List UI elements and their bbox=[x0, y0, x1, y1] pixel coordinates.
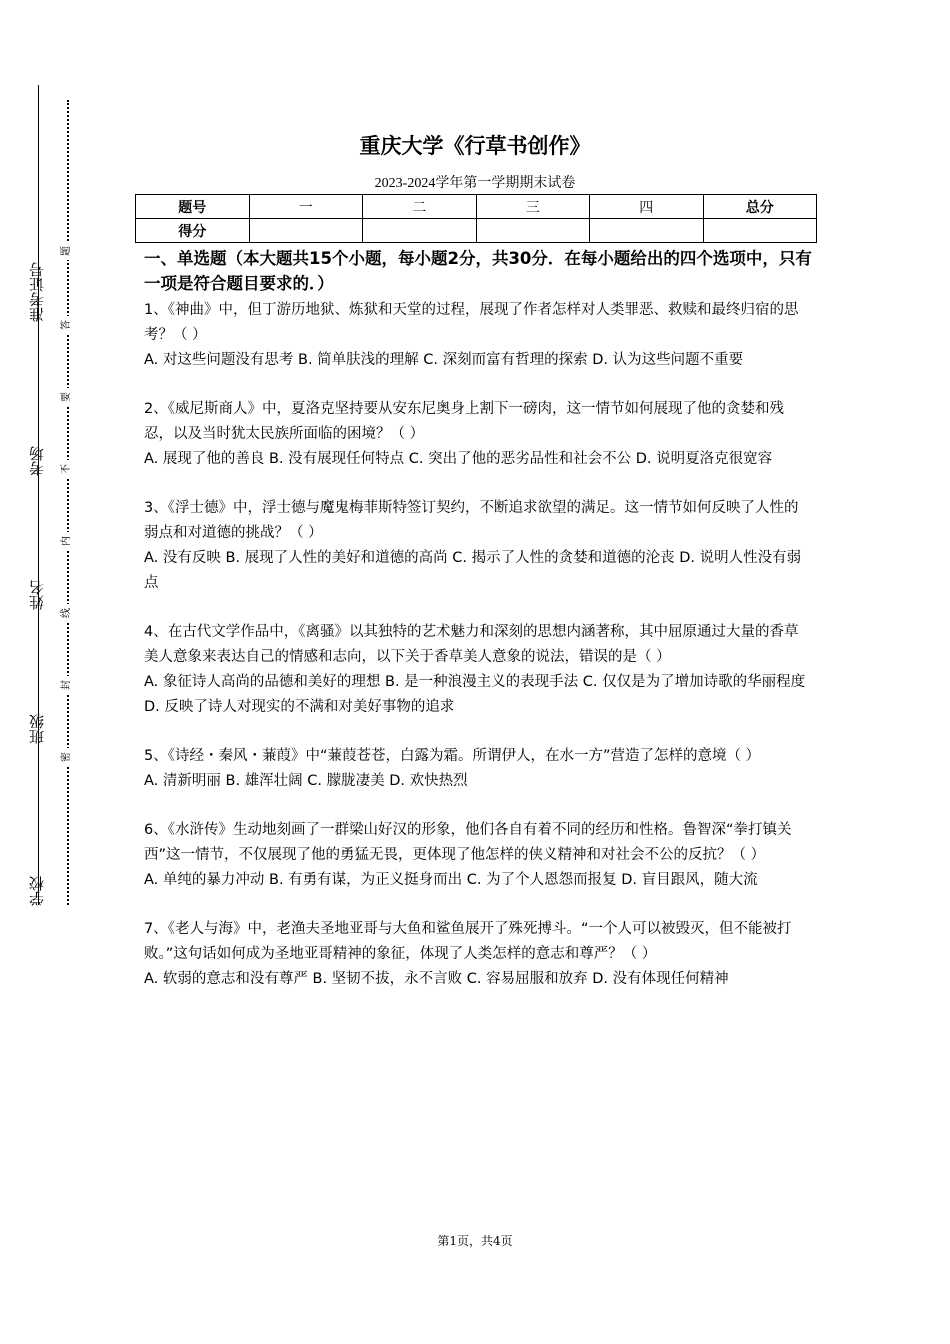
question-item bbox=[144, 496, 812, 596]
score-table bbox=[135, 194, 817, 243]
exam-subtitle: 2023-2024学年第一学期期末试卷 bbox=[374, 176, 576, 191]
score-cell: 总分 bbox=[703, 195, 817, 219]
question-options: A. 软弱的意志和没有尊严 B. 坚韧不拔，永不言败 C. 容易屈服和放弃 D. 没有体现任何精神 bbox=[144, 971, 729, 987]
field-exam-id: 准考证号 bbox=[28, 262, 46, 322]
score-cell: 二 bbox=[363, 195, 477, 219]
page-number: 第1页，共4页 bbox=[437, 1234, 513, 1248]
seal-char: 答 bbox=[60, 316, 74, 334]
score-input-cell[interactable] bbox=[249, 219, 363, 243]
question-options: A. 对这些问题没有思考 B. 简单肤浅的理解 C. 深刻而富有哲理的探索 D. 认为这些问题不重要 bbox=[144, 352, 744, 368]
field-exam-room: 考场 bbox=[28, 446, 46, 476]
score-cell: 四 bbox=[590, 195, 704, 219]
exam-title: 重庆大学《行草书创作》 bbox=[359, 134, 591, 158]
score-input-cell[interactable] bbox=[476, 219, 590, 243]
question-stem: 1、《神曲》中，但丁游历地狱、炼狱和天堂的过程，展现了作者怎样对人类罪恶、救赎和最终归宿的思考？（ ） bbox=[144, 302, 799, 343]
question-item bbox=[144, 397, 812, 472]
binding-dotted-line bbox=[67, 100, 69, 905]
score-cell: 题号 bbox=[136, 195, 250, 219]
question-stem: 6、《水浒传》生动地刻画了一群梁山好汉的形象，他们各自有着不同的经历和性格。鲁智深“拳打镇关西”这一情节，不仅展现了他的勇猛无畏，更体现了他怎样的侠义精神和对社会不公的反抗？（ ） bbox=[144, 822, 792, 863]
question-options: A. 展现了他的善良 B. 没有展现任何特点 C. 突出了他的恶劣品性和社会不公 D. 说明夏洛克很宽容 bbox=[144, 451, 773, 467]
question-item bbox=[144, 298, 812, 373]
seal-char: 内 bbox=[60, 532, 74, 550]
question-stem: 4、在古代文学作品中，《离骚》以其独特的艺术魅力和深刻的思想内涵著称，其中屈原通过大量的香草美人意象来表达自己的情感和志向，以下关于香草美人意象的说法，错误的是（ ） bbox=[144, 624, 799, 665]
question-item bbox=[144, 917, 812, 992]
score-table-score-row bbox=[136, 219, 817, 243]
score-cell: 得分 bbox=[136, 219, 250, 243]
score-cell: 三 bbox=[476, 195, 590, 219]
binding-solid-line bbox=[38, 85, 39, 905]
question-stem: 3、《浮士德》中，浮士德与魔鬼梅菲斯特签订契约，不断追求欲望的满足。这一情节如何反映了人性的弱点和对道德的挑战？（ ） bbox=[144, 500, 799, 541]
section-heading: 一、单选题（本大题共15个小题，每小题2分，共30分．在每小题给出的四个选项中，只有一项是符合题目要求的．） bbox=[144, 249, 812, 293]
seal-char: 题 bbox=[60, 242, 74, 260]
score-input-cell[interactable] bbox=[590, 219, 704, 243]
seal-char: 密 bbox=[60, 748, 74, 766]
field-school: 学校 bbox=[28, 876, 46, 906]
question-options: A. 没有反映 B. 展现了人性的美好和道德的高尚 C. 揭示了人性的贪婪和道德的沦丧 D. 说明人性没有弱点 bbox=[144, 550, 802, 591]
question-stem: 7、《老人与海》中，老渔夫圣地亚哥与大鱼和鲨鱼展开了殊死搏斗。“一个人可以被毁灭，但不能被打败。”这句话如何成为圣地亚哥精神的象征，体现了人类怎样的意志和尊严？（ ） bbox=[144, 921, 792, 962]
seal-char: 线 bbox=[60, 604, 74, 622]
seal-char: 要 bbox=[60, 388, 74, 406]
question-item bbox=[144, 744, 812, 794]
question-stem: 2、《威尼斯商人》中，夏洛克坚持要从安东尼奥身上割下一磅肉，这一情节如何展现了他的贪婪和残忍，以及当时犹太民族所面临的困境？（ ） bbox=[144, 401, 784, 442]
question-item bbox=[144, 620, 812, 720]
field-class: 班级 bbox=[28, 714, 46, 744]
question-options: A. 象征诗人高尚的品德和美好的理想 B. 是一种浪漫主义的表现手法 C. 仅仅是为了增加诗歌的华丽程度 D. 反映了诗人对现实的不满和对美好事物的追求 bbox=[144, 674, 806, 715]
seal-char: 封 bbox=[60, 676, 74, 694]
score-input-cell[interactable] bbox=[363, 219, 477, 243]
question-section bbox=[144, 244, 812, 1016]
question-options: A. 单纯的暴力冲动 B. 有勇有谋，为正义挺身而出 C. 为了个人恩怨而报复 D. 盲目跟风，随大流 bbox=[144, 872, 758, 888]
seal-char: 不 bbox=[60, 460, 74, 478]
field-name: 姓名 bbox=[28, 580, 46, 610]
score-cell: 一 bbox=[249, 195, 363, 219]
question-item bbox=[144, 818, 812, 893]
score-table-header-row bbox=[136, 195, 817, 219]
score-input-cell[interactable] bbox=[703, 219, 817, 243]
question-options: A. 清新明丽 B. 雄浑壮阔 C. 朦胧凄美 D. 欢快热烈 bbox=[144, 773, 468, 789]
question-stem: 5、《诗经・秦风・蒹葭》中“蒹葭苍苍，白露为霜。所谓伊人，在水一方”营造了怎样的意境（ ） bbox=[144, 748, 761, 764]
